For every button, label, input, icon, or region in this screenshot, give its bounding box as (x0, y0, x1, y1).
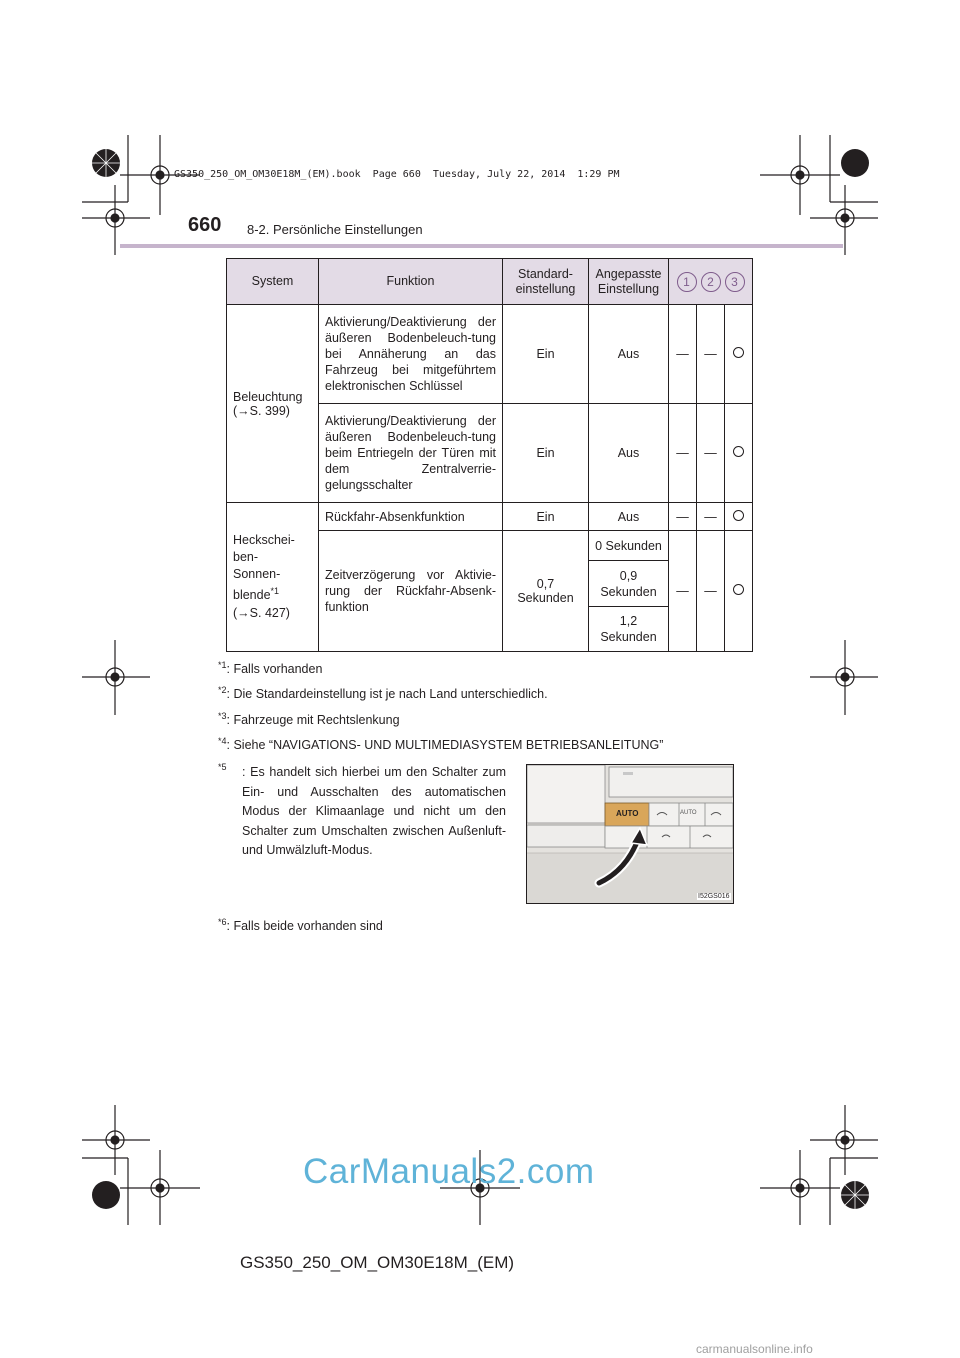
option-line2: Sekunden (600, 630, 657, 644)
document-code: GS350_250_OM_OM30E18M_(EM) (240, 1253, 515, 1272)
standard-cell: Ein (503, 404, 589, 503)
standard-line2: Sekunden (517, 591, 574, 605)
available-circle-icon (733, 347, 744, 358)
header-num-2: 2 (701, 272, 721, 292)
angepasst-cell: Aus (589, 404, 669, 503)
standard-line1: 0,7 (536, 577, 555, 591)
footnote-text: : Falls beide vorhanden sind (226, 919, 383, 934)
funktion-cell: Rückfahr-Absenkfunktion (319, 503, 503, 531)
system-heckscheibe-line1: Heckschei- (233, 533, 295, 548)
col1-cell: — (669, 503, 697, 531)
footnote-mark: *4 (218, 736, 227, 746)
footnote-2 (218, 685, 548, 701)
angepasst-cell: Aus (589, 503, 669, 531)
col2-cell: — (697, 404, 725, 503)
system-beleuchtung-line1: Beleuchtung (233, 389, 303, 404)
header-num-1: 1 (677, 272, 697, 292)
system-heckscheibe-line4-text: blende (233, 588, 271, 603)
header-numbers (669, 259, 753, 305)
col3-cell (725, 305, 753, 404)
col2-cell: — (697, 503, 725, 531)
image-code: I52GS016 (698, 893, 730, 900)
settings-table (226, 258, 753, 652)
system-beleuchtung (227, 305, 319, 503)
col3-cell (725, 531, 753, 652)
header-angepasst-line1: Angepasste (595, 266, 662, 281)
footnote-text: : Falls vorhanden (226, 662, 323, 677)
footnote-text: : Siehe “NAVIGATIONS- UND MULTIMEDIASYSTEM BETRIEBSANLEITUNG” (226, 738, 664, 753)
header-rule (120, 244, 843, 248)
header-angepasst (589, 259, 669, 305)
watermark: CarManuals2.com (303, 1152, 595, 1191)
footnote-mark: *5 (218, 762, 227, 772)
standard-cell (503, 531, 589, 652)
option-line1: 0,9 (619, 568, 638, 583)
funktion-cell: Aktivierung/Deaktivierung der äußeren Bodenbeleuch-tung bei Annäherung an das Fahrzeug bei mitgeführtem elektronischen Schlüssel (319, 305, 503, 404)
col2-cell: — (697, 531, 725, 652)
footnote-1 (218, 660, 322, 676)
angepasst-cell: Aus (589, 305, 669, 404)
header-num-3: 3 (725, 272, 745, 292)
header-system: System (227, 259, 319, 305)
col1-cell: — (669, 531, 697, 652)
available-circle-icon (733, 510, 744, 521)
angepasst-option (589, 531, 669, 561)
auto-small-label: AUTO (680, 810, 697, 816)
book-info-line: GS350_250_OM_OM30E18M_(EM).book Page 660 Tuesday, July 22, 2014 1:29 PM (174, 169, 620, 180)
header-standard-line2: einstellung (515, 281, 576, 296)
system-beleuchtung-line2: (→S. 399) (233, 403, 290, 418)
header-standard-line1: Standard- (518, 266, 573, 281)
system-heckscheibe (227, 503, 319, 652)
funktion-cell: Aktivierung/Deaktivierung der äußeren Bodenbeleuch-tung beim Entriegeln der Türen mit dem Zentralverrie-gelungsschalter (319, 404, 503, 503)
option-line1: 0 Sekunden (595, 538, 662, 553)
footnote-4 (218, 736, 663, 752)
watermark-bottom: carmanualsonline.info (696, 1342, 813, 1356)
table-row (227, 503, 753, 531)
footnote-3 (218, 711, 400, 727)
footnote-mark: *3 (218, 711, 227, 721)
standard-cell: Ein (503, 503, 589, 531)
header-standard (503, 259, 589, 305)
footnote-5-text: : Es handelt sich hierbei um den Schalter zum Ein- und Ausschalten des automatischen Modus der Klimaanlage und nicht um den Schalter zum Umschalten zwischen Außenluft- und Umwälzluft-Modus. (242, 765, 506, 857)
option-line1: 1,2 (619, 614, 638, 628)
system-heckscheibe-line2: ben- (233, 550, 259, 565)
angepasst-option (589, 607, 669, 652)
table-row (227, 305, 753, 404)
available-circle-icon (733, 446, 744, 457)
header-angepasst-line2: Einstellung (597, 281, 660, 296)
col2-cell: — (697, 305, 725, 404)
footnote-mark: *2 (218, 685, 227, 695)
footnote-5-mark (218, 762, 227, 778)
funktion-cell: Zeitverzögerung vor Aktivie-rung der Rückfahr-Absenk-funktion (319, 531, 503, 652)
footnote-text: : Fahrzeuge mit Rechtslenkung (226, 713, 400, 728)
col3-cell (725, 404, 753, 503)
angepasst-option (589, 561, 669, 607)
climate-panel-drawing (527, 765, 733, 903)
page-number: 660 (188, 214, 222, 236)
climate-panel-illustration (526, 764, 734, 904)
available-circle-icon (733, 584, 744, 595)
col1-cell: — (669, 305, 697, 404)
header-funktion: Funktion (319, 259, 503, 305)
col3-cell (725, 503, 753, 531)
footnote-mark: *6 (218, 917, 227, 927)
section-title: 8-2. Persönliche Einstellungen (247, 222, 423, 237)
system-heckscheibe-footnote: *1 (270, 586, 280, 597)
option-line2: Sekunden (600, 584, 657, 599)
system-heckscheibe-line4 (233, 583, 312, 604)
standard-cell: Ein (503, 305, 589, 404)
system-heckscheibe-line5: (→S. 427) (233, 605, 290, 620)
col1-cell: — (669, 404, 697, 503)
footnote-mark: *1 (218, 660, 227, 670)
footnote-6 (218, 917, 383, 933)
auto-button-label: AUTO (616, 809, 639, 818)
footnote-text: : Die Standardeinstellung ist je nach Land unterschiedlich. (226, 687, 548, 702)
table-header-row (227, 259, 753, 305)
system-heckscheibe-line3: Sonnen- (233, 567, 281, 582)
